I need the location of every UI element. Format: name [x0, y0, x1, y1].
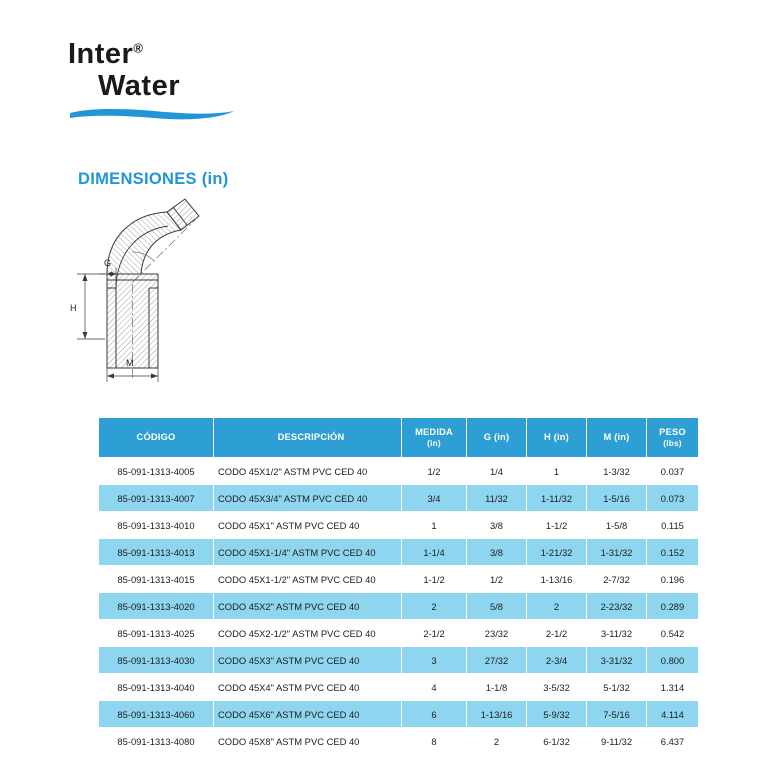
- cell-codigo: 85-091-1313-4005: [99, 458, 214, 485]
- logo-line-inter: [68, 38, 298, 70]
- cell-g: 1-13/16: [467, 701, 527, 728]
- cell-g: 5/8: [467, 593, 527, 620]
- cell-peso: 0.073: [647, 485, 699, 512]
- cell-codigo: 85-091-1313-4030: [99, 647, 214, 674]
- cell-h: 1: [527, 458, 587, 485]
- table-row: [99, 539, 699, 566]
- cell-descripcion: CODO 45X3" ASTM PVC CED 40: [214, 647, 402, 674]
- table-row: [99, 620, 699, 647]
- cell-h: 2: [527, 593, 587, 620]
- cell-medida: 6: [402, 701, 467, 728]
- cell-m: 1-3/32: [587, 458, 647, 485]
- table-row: [99, 512, 699, 539]
- drawing-label-m: M: [126, 358, 134, 368]
- cell-peso: 0.542: [647, 620, 699, 647]
- cell-peso: 0.196: [647, 566, 699, 593]
- cell-g: 3/8: [467, 539, 527, 566]
- drawing-label-h: H: [70, 303, 77, 313]
- cell-codigo: 85-091-1313-4080: [99, 728, 214, 755]
- column-header-peso: PESO (lbs): [647, 418, 699, 458]
- cell-medida: 3/4: [402, 485, 467, 512]
- logo-line-water: [68, 70, 298, 102]
- cell-h: 5-9/32: [527, 701, 587, 728]
- cell-descripcion: CODO 45X1/2" ASTM PVC CED 40: [214, 458, 402, 485]
- cell-descripcion: CODO 45X8" ASTM PVC CED 40: [214, 728, 402, 755]
- cell-g: 2: [467, 728, 527, 755]
- cell-g: 1-1/8: [467, 674, 527, 701]
- cell-h: 1-13/16: [527, 566, 587, 593]
- cell-peso: 0.152: [647, 539, 699, 566]
- cell-descripcion: CODO 45X1-1/4" ASTM PVC CED 40: [214, 539, 402, 566]
- cell-peso: 1.314: [647, 674, 699, 701]
- cell-m: 1-5/16: [587, 485, 647, 512]
- column-header-h: H (in): [527, 418, 587, 458]
- table-row: [99, 485, 699, 512]
- cell-descripcion: CODO 45X1" ASTM PVC CED 40: [214, 512, 402, 539]
- cell-m: 1-5/8: [587, 512, 647, 539]
- table-row: [99, 728, 699, 755]
- cell-descripcion: CODO 45X4" ASTM PVC CED 40: [214, 674, 402, 701]
- cell-descripcion: CODO 45X2" ASTM PVC CED 40: [214, 593, 402, 620]
- cell-h: 1-21/32: [527, 539, 587, 566]
- table-row: [99, 647, 699, 674]
- table-row: [99, 593, 699, 620]
- cell-medida: 1-1/2: [402, 566, 467, 593]
- cell-g: 1/2: [467, 566, 527, 593]
- cell-codigo: 85-091-1313-4040: [99, 674, 214, 701]
- cell-m: 7-5/16: [587, 701, 647, 728]
- cell-codigo: 85-091-1313-4060: [99, 701, 214, 728]
- cell-m: 2-7/32: [587, 566, 647, 593]
- brand-logo: [68, 38, 298, 122]
- table-header-row: [99, 418, 699, 458]
- logo-text-water: Water: [98, 70, 180, 103]
- cell-g: 23/32: [467, 620, 527, 647]
- column-header-m: M (in): [587, 418, 647, 458]
- cell-h: 2-3/4: [527, 647, 587, 674]
- registered-trademark-icon: ®: [133, 40, 144, 56]
- table-row: [99, 566, 699, 593]
- cell-m: 9-11/32: [587, 728, 647, 755]
- cell-g: 11/32: [467, 485, 527, 512]
- column-header-medida: MEDIDA (in): [402, 418, 467, 458]
- table-row: [99, 458, 699, 485]
- cell-m: 1-31/32: [587, 539, 647, 566]
- cell-g: 27/32: [467, 647, 527, 674]
- cell-codigo: 85-091-1313-4015: [99, 566, 214, 593]
- drawing-label-g: G: [104, 258, 112, 268]
- column-header-codigo: CÓDIGO: [99, 418, 214, 458]
- cell-descripcion: CODO 45X3/4" ASTM PVC CED 40: [214, 485, 402, 512]
- cell-peso: 0.115: [647, 512, 699, 539]
- cell-h: 1-1/2: [527, 512, 587, 539]
- logo-text-inter: Inter: [68, 38, 134, 70]
- cell-h: 1-11/32: [527, 485, 587, 512]
- cell-medida: 3: [402, 647, 467, 674]
- column-header-descripcion: DESCRIPCIÓN: [214, 418, 402, 458]
- cell-medida: 1/2: [402, 458, 467, 485]
- cell-peso: 0.289: [647, 593, 699, 620]
- cell-medida: 4: [402, 674, 467, 701]
- cell-codigo: 85-091-1313-4020: [99, 593, 214, 620]
- dimensions-table-wrapper: [98, 417, 686, 755]
- column-header-g: G (in): [467, 418, 527, 458]
- cell-h: 2-1/2: [527, 620, 587, 647]
- cell-medida: 1: [402, 512, 467, 539]
- wave-swoosh-icon: [68, 106, 236, 122]
- table-row: [99, 701, 699, 728]
- cell-codigo: 85-091-1313-4013: [99, 539, 214, 566]
- cell-peso: 0.037: [647, 458, 699, 485]
- cell-descripcion: CODO 45X1-1/2" ASTM PVC CED 40: [214, 566, 402, 593]
- cell-medida: 1-1/4: [402, 539, 467, 566]
- cell-m: 5-1/32: [587, 674, 647, 701]
- cell-codigo: 85-091-1313-4007: [99, 485, 214, 512]
- page-title: DIMENSIONES (in): [78, 170, 229, 188]
- cell-g: 1/4: [467, 458, 527, 485]
- cell-descripcion: CODO 45X6" ASTM PVC CED 40: [214, 701, 402, 728]
- cell-g: 3/8: [467, 512, 527, 539]
- cell-m: 3-11/32: [587, 620, 647, 647]
- cell-medida: 8: [402, 728, 467, 755]
- cell-peso: 6.437: [647, 728, 699, 755]
- codo-45-technical-drawing: [55, 196, 365, 386]
- cell-medida: 2-1/2: [402, 620, 467, 647]
- table-row: [99, 674, 699, 701]
- cell-peso: 0.800: [647, 647, 699, 674]
- cell-descripcion: CODO 45X2-1/2" ASTM PVC CED 40: [214, 620, 402, 647]
- cell-codigo: 85-091-1313-4010: [99, 512, 214, 539]
- cell-m: 3-31/32: [587, 647, 647, 674]
- cell-h: 3-5/32: [527, 674, 587, 701]
- cell-codigo: 85-091-1313-4025: [99, 620, 214, 647]
- cell-peso: 4.114: [647, 701, 699, 728]
- dimensions-table: [98, 417, 699, 755]
- cell-medida: 2: [402, 593, 467, 620]
- cell-h: 6-1/32: [527, 728, 587, 755]
- cell-m: 2-23/32: [587, 593, 647, 620]
